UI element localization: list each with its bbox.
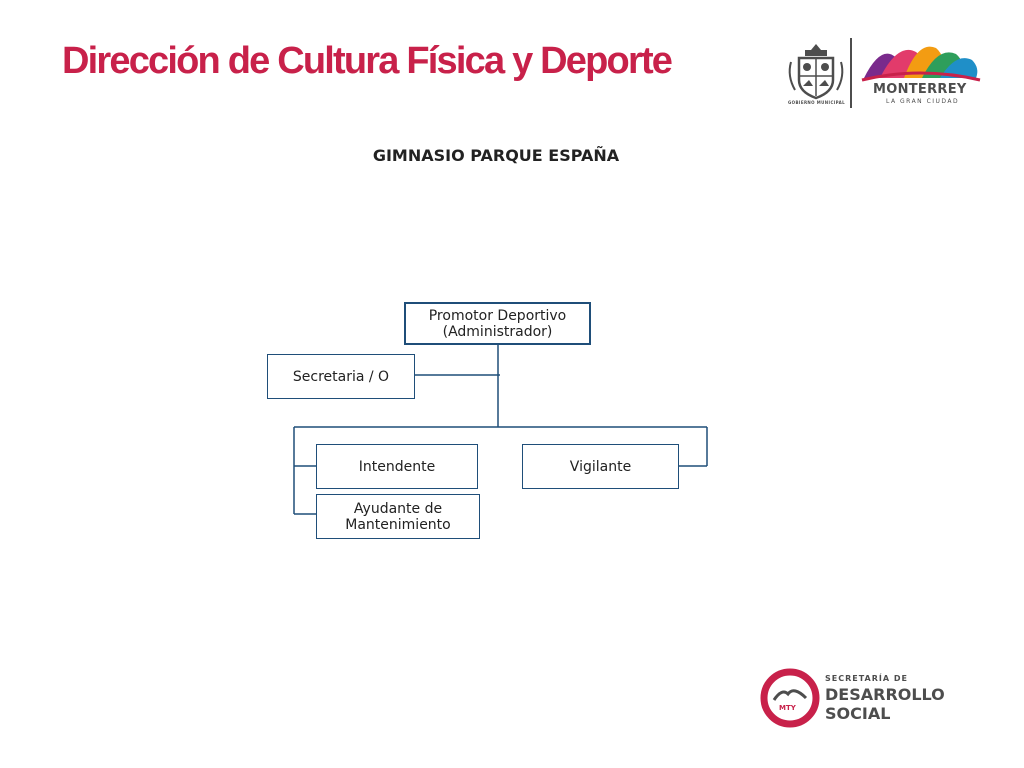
node-label: Promotor Deportivo (Administrador) <box>428 307 567 340</box>
mty-badge-icon <box>760 668 820 728</box>
city-name: MONTERREY <box>873 82 967 97</box>
node-label: Intendente <box>358 458 436 475</box>
node-secretaria <box>267 354 415 399</box>
desarrollo-social-logo <box>760 668 960 730</box>
node-label: Vigilante <box>569 458 632 475</box>
node-label: Ayudante de Mantenimiento <box>345 500 451 533</box>
mty-badge-text: MTY <box>779 704 796 712</box>
chart-subtitle: GIMNASIO PARQUE ESPAÑA <box>372 146 620 165</box>
city-tagline: LA GRAN CIUDAD <box>886 98 960 105</box>
municipal-caption: GOBIERNO MUNICIPAL <box>788 100 846 105</box>
secretaria-name-line1: DESARROLLO <box>825 685 945 704</box>
node-ayudante-mantenimiento <box>316 494 480 539</box>
node-intendente <box>316 444 478 489</box>
node-vigilante <box>522 444 679 489</box>
secretaria-name-line2: SOCIAL <box>825 704 891 723</box>
secretaria-label: SECRETARÍA DE <box>825 674 908 683</box>
page-title: Dirección de Cultura Física y Deporte <box>62 40 672 82</box>
node-promotor-deportivo <box>404 302 591 345</box>
node-label: Secretaria / O <box>292 368 390 385</box>
